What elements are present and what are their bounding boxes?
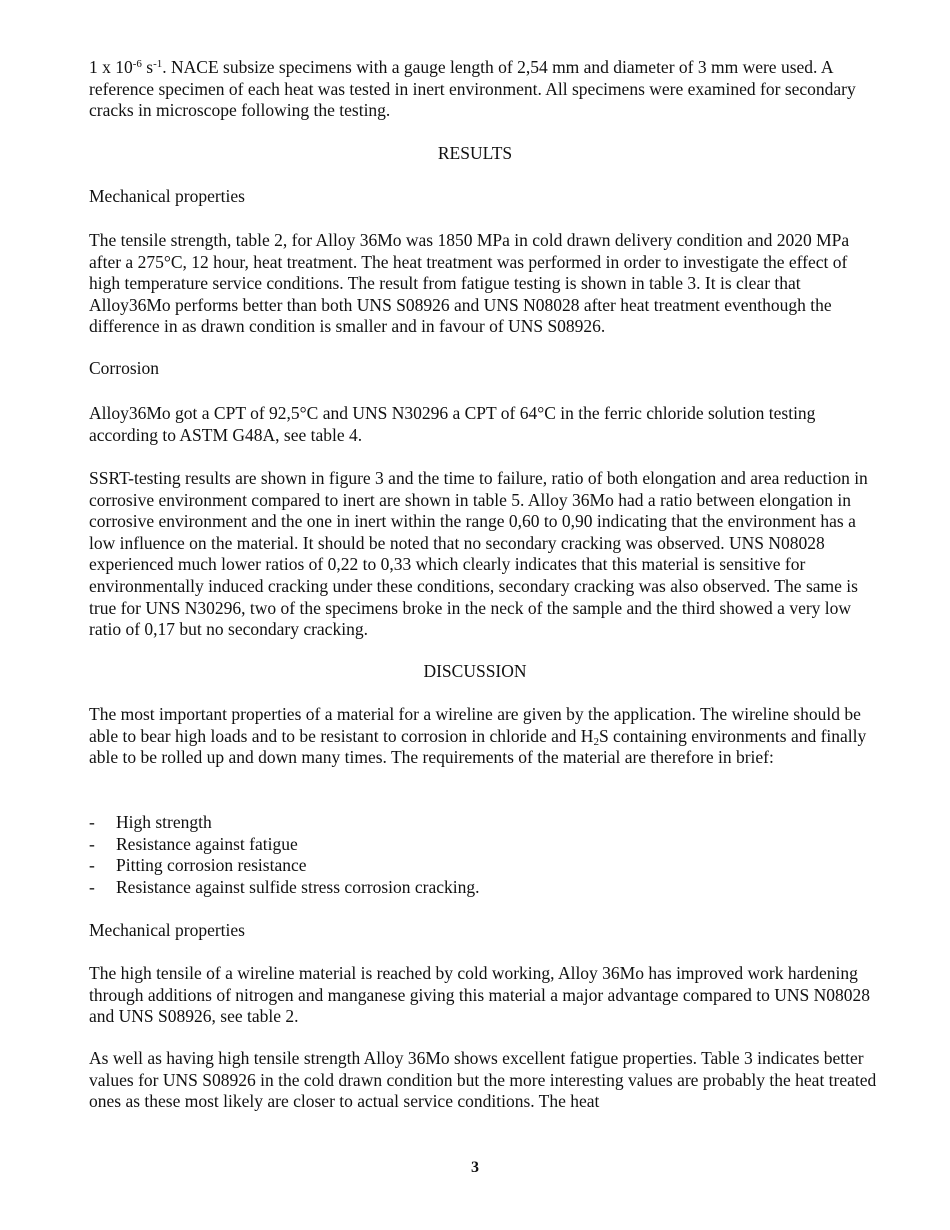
- corrosion-heading: Corrosion: [89, 358, 159, 378]
- list-item-text: Resistance against fatigue: [116, 833, 298, 854]
- results-mech-text: The tensile strength, table 2, for Alloy 36Mo was 1850 MPa in cold drawn delivery condition and 2020 MPa after a 275°C, 12 hour, heat treatment. The heat treatment was performed in order to investigate the effect of high temperature service conditions. The result from fatigue testing is shown in table 3. It is clear that Alloy36Mo performs better than both UNS S08926 and UNS N08028 after heat treatment eventhough the difference in as drawn condition is smaller and in favour of UNS S08926.: [89, 230, 850, 337]
- exponent-2: -1: [153, 58, 163, 70]
- results-mech-paragraph: [89, 230, 879, 338]
- corrosion-paragraph: [89, 403, 879, 446]
- ssrt-text: SSRT-testing results are shown in figure 3 and the time to failure, ratio of both elongation and area reduction in corrosive environment compared to inert are shown in table 5. Alloy 36Mo had a ratio between elongation in corrosive environment and the one in inert within the range 0,60 to 0,90 indicating that the environment has a low influence on the material. It should be noted that no secondary cracking was observed. UNS N08028 experienced much lower ratios of 0,22 to 0,33 which clearly indicates that this material is sensitive for environmentally induced cracking under these conditions, secondary cracking was also observed. The same is true for UNS N30296, two of the specimens broke in the neck of the sample and the third showed a very low ratio of 0,17 but no secondary cracking.: [89, 468, 868, 640]
- discussion-heading: DISCUSSION: [423, 661, 527, 681]
- list-item: [89, 812, 879, 834]
- list-item-text: High strength: [116, 812, 212, 832]
- bullet-dash: -: [89, 812, 95, 832]
- corrosion-text: Alloy36Mo got a CPT of 92,5°C and UNS N30296 a CPT of 64°C in the ferric chloride solution testing according to ASTM G48A, see table 4.: [89, 403, 816, 445]
- subscript-2: 2: [593, 735, 599, 748]
- fatigue-text: As well as having high tensile strength Alloy 36Mo shows excellent fatigue properties. Table 3 indicates better values for UNS S08926 in the cold drawn condition but the more interesting values are probably the heat treated ones as these most likely are closer to actual service conditions. The heat: [89, 1048, 877, 1112]
- discussion-mech-text: The high tensile of a wireline material is reached by cold working, Alloy 36Mo has improved work hardening through additions of nitrogen and manganese giving this material a major advantage compared to UNS N08028 and UNS S08926, see table 2.: [89, 963, 870, 1027]
- results-heading: RESULTS: [437, 143, 513, 163]
- list-item: [89, 855, 879, 877]
- requirements-list: [89, 812, 879, 898]
- intro-rest: . NACE subsize specimens with a gauge length of 2,54 mm and diameter of 3 mm were used. A reference specimen of each heat was tested in inert environment. All specimens were examined for secondary cracks in microscope following the testing.: [89, 57, 856, 121]
- intro-paragraph: [89, 57, 879, 122]
- exponent-1: -6: [132, 58, 142, 70]
- list-item-text: Resistance against sulfide stress corrosion cracking.: [116, 876, 480, 897]
- discussion-mech-paragraph: [89, 963, 879, 1028]
- ssrt-paragraph: [89, 468, 879, 641]
- intro-lead: 1 x 10: [89, 57, 133, 77]
- bullet-dash: -: [89, 833, 95, 854]
- list-item: [89, 834, 879, 856]
- list-item: [89, 877, 879, 899]
- bullet-dash: -: [89, 855, 95, 876]
- discussion-text-a: The most important properties of a material for a wireline are given by the application. The wireline should be able to bear high loads and to be resistant to corrosion in chloride and H: [89, 704, 861, 746]
- page-number: 3: [471, 1159, 479, 1176]
- discussion-text-b: S containing environments and finally able to be rolled up and down many times. The requirements of the material are therefore in brief:: [89, 725, 867, 768]
- results-mech-heading: Mechanical properties: [89, 186, 245, 206]
- intro-unit: s: [141, 57, 154, 77]
- fatigue-paragraph: [89, 1048, 879, 1113]
- discussion-paragraph: [89, 704, 879, 769]
- bullet-dash: -: [89, 876, 95, 897]
- list-item-text: Pitting corrosion resistance: [116, 855, 307, 876]
- discussion-mech-heading: Mechanical properties: [89, 920, 245, 940]
